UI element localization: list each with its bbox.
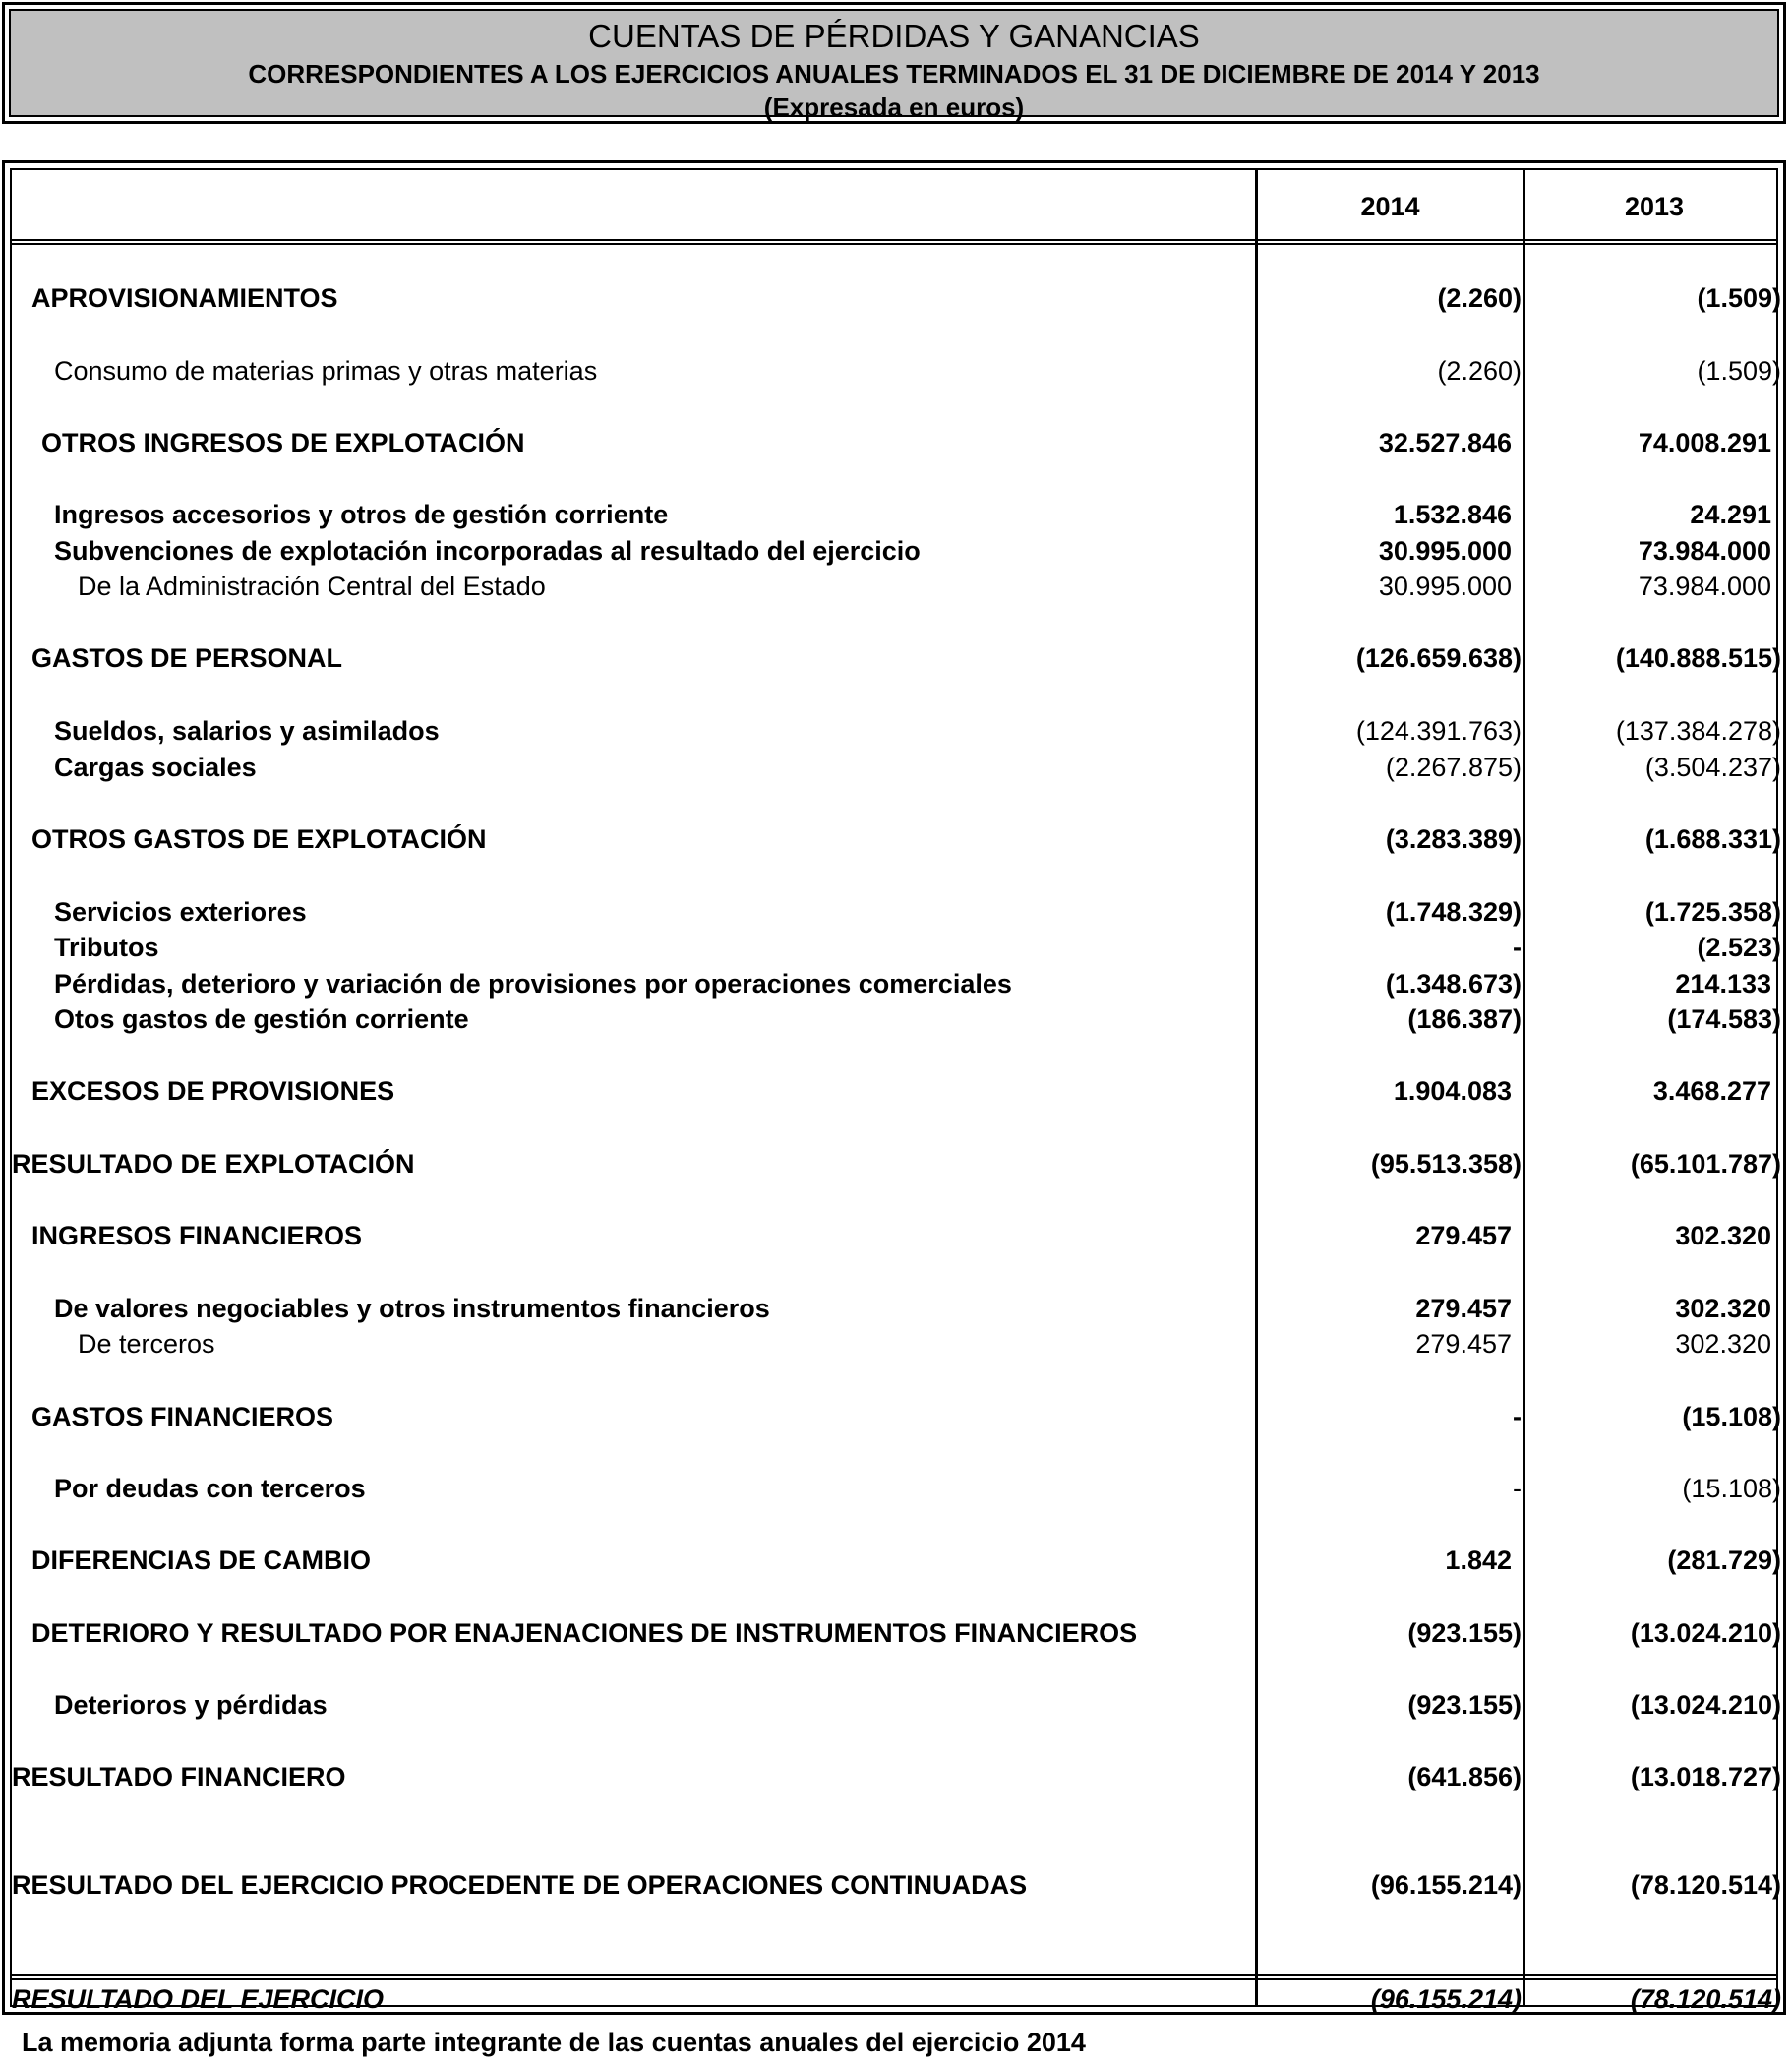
value-2013: 73.984.000 [1638, 572, 1771, 601]
value-2013: 302.320 [1675, 1329, 1771, 1359]
value-2013: 74.008.291 [1638, 428, 1771, 457]
value-2013: 214.133 [1675, 969, 1771, 999]
value-2013: 302.320 [1675, 1221, 1771, 1250]
value-2014: (124.391.763) [1355, 716, 1522, 746]
row-label: De terceros [78, 1329, 215, 1359]
value-2014: - [1513, 1402, 1522, 1431]
value-2013: (78.120.514) [1630, 1870, 1781, 1900]
value-2013: (15.108) [1682, 1402, 1781, 1431]
page-subtitle: CORRESPONDIENTES A LOS EJERCICIOS ANUALES TERMINADOS EL 31 DE DICIEMBRE DE 2014 Y 2013 [248, 59, 1540, 89]
total-value-2014: (96.155.214) [1370, 1984, 1522, 2014]
row-label: Sueldos, salarios y asimilados [54, 716, 440, 746]
value-2013: (140.888.515) [1615, 643, 1781, 673]
row-label: De valores negociables y otros instrumentos financieros [54, 1294, 770, 1323]
total-label: RESULTADO DEL EJERCICIO [12, 1984, 385, 2014]
row-label: DETERIORO Y RESULTADO POR ENAJENACIONES DE INSTRUMENTOS FINANCIEROS [31, 1618, 1138, 1648]
row-label: Tributos [54, 933, 159, 962]
value-2013: 3.468.277 [1652, 1076, 1771, 1106]
value-2014: (923.155) [1407, 1690, 1522, 1720]
value-2014: 279.457 [1415, 1221, 1512, 1250]
value-2013: 73.984.000 [1638, 536, 1771, 566]
value-2014: 32.527.846 [1378, 428, 1512, 457]
row-label: Por deudas con terceros [54, 1474, 366, 1503]
row-label: RESULTADO DE EXPLOTACIÓN [12, 1149, 415, 1179]
page-title: CUENTAS DE PÉRDIDAS Y GANANCIAS [588, 18, 1200, 54]
row-label: GASTOS DE PERSONAL [31, 643, 343, 673]
value-2013: 24.291 [1690, 500, 1771, 529]
value-2014: 30.995.000 [1378, 536, 1512, 566]
pl-table-inner [10, 168, 1781, 2014]
row-label: Deterioros y pérdidas [54, 1690, 328, 1720]
footnote: La memoria adjunta forma parte integrante de las cuentas anuales del ejercicio 2014 [22, 2028, 1086, 2057]
value-2013: 302.320 [1675, 1294, 1771, 1323]
value-2013: (137.384.278) [1615, 716, 1781, 746]
column-header-2013: 2013 [1624, 192, 1685, 221]
currency-unit: (Expresada en euros) [763, 92, 1025, 122]
value-2013: (3.504.237) [1644, 753, 1781, 782]
header-divider-double [12, 243, 1776, 245]
value-2013: (174.583) [1667, 1004, 1781, 1034]
row-label: RESULTADO FINANCIERO [12, 1762, 346, 1791]
value-2014: (96.155.214) [1370, 1870, 1522, 1900]
value-2014: 30.995.000 [1378, 572, 1512, 601]
value-2014: (641.856) [1407, 1762, 1522, 1791]
row-label: Pérdidas, deterioro y variación de provisiones por operaciones comerciales [54, 969, 1012, 999]
row-label: DIFERENCIAS DE CAMBIO [31, 1546, 372, 1575]
value-2014: (2.260) [1437, 283, 1522, 313]
value-2013: (13.024.210) [1630, 1618, 1781, 1648]
row-label: RESULTADO DEL EJERCICIO PROCEDENTE DE OPERACIONES CONTINUADAS [12, 1870, 1028, 1900]
row-label: INGRESOS FINANCIEROS [31, 1221, 363, 1250]
row-label: Servicios exteriores [54, 897, 307, 927]
value-2014: (2.260) [1437, 356, 1522, 386]
value-2014: 279.457 [1415, 1294, 1512, 1323]
value-2014: (1.748.329) [1385, 897, 1522, 927]
row-label: EXCESOS DE PROVISIONES [31, 1076, 395, 1106]
value-2014: 1.532.846 [1393, 500, 1512, 529]
value-2013: (65.101.787) [1630, 1149, 1781, 1179]
title-box [2, 2, 1786, 124]
value-2014: (95.513.358) [1370, 1149, 1522, 1179]
row-label: Consumo de materias primas y otras materias [54, 356, 598, 386]
row-label: OTROS GASTOS DE EXPLOTACIÓN [31, 824, 487, 854]
row-label: Subvenciones de explotación incorporadas al resultado del ejercicio [54, 536, 921, 566]
value-2013: (1.725.358) [1644, 897, 1781, 927]
row-label: Cargas sociales [54, 753, 257, 782]
header-divider [12, 239, 1776, 241]
value-2014: (126.659.638) [1355, 643, 1522, 673]
value-2013: (13.024.210) [1630, 1690, 1781, 1720]
value-2014: (3.283.389) [1385, 824, 1522, 854]
row-label: APROVISIONAMIENTOS [31, 283, 338, 313]
row-label: OTROS INGRESOS DE EXPLOTACIÓN [41, 428, 525, 457]
pl-table [2, 160, 1786, 2015]
value-2014: - [1513, 1474, 1522, 1503]
value-2013: (2.523) [1697, 933, 1781, 962]
value-2014: (1.348.673) [1385, 969, 1522, 999]
footer-divider [12, 1974, 1776, 1976]
value-2014: 279.457 [1415, 1329, 1512, 1359]
total-value-2013: (78.120.514) [1630, 1984, 1781, 2014]
value-2014: (186.387) [1407, 1004, 1522, 1034]
value-2013: (281.729) [1667, 1546, 1781, 1575]
row-label: De la Administración Central del Estado [78, 572, 546, 601]
row-label: Otos gastos de gestión corriente [54, 1004, 469, 1034]
value-2013: (1.688.331) [1644, 824, 1781, 854]
value-2014: 1.904.083 [1393, 1076, 1512, 1106]
row-label: GASTOS FINANCIEROS [31, 1402, 334, 1431]
row-label: Ingresos accesorios y otros de gestión corriente [54, 500, 669, 529]
value-2014: 1.842 [1445, 1546, 1512, 1575]
column-header-2014: 2014 [1360, 192, 1420, 221]
value-2014: - [1513, 933, 1522, 962]
value-2014: (923.155) [1407, 1618, 1522, 1648]
footer-divider-double [12, 1978, 1776, 1980]
value-2013: (1.509) [1697, 283, 1781, 313]
value-2013: (15.108) [1682, 1474, 1781, 1503]
value-2013: (1.509) [1697, 356, 1781, 386]
title-banner [9, 9, 1779, 122]
value-2013: (13.018.727) [1630, 1762, 1781, 1791]
value-2014: (2.267.875) [1385, 753, 1522, 782]
